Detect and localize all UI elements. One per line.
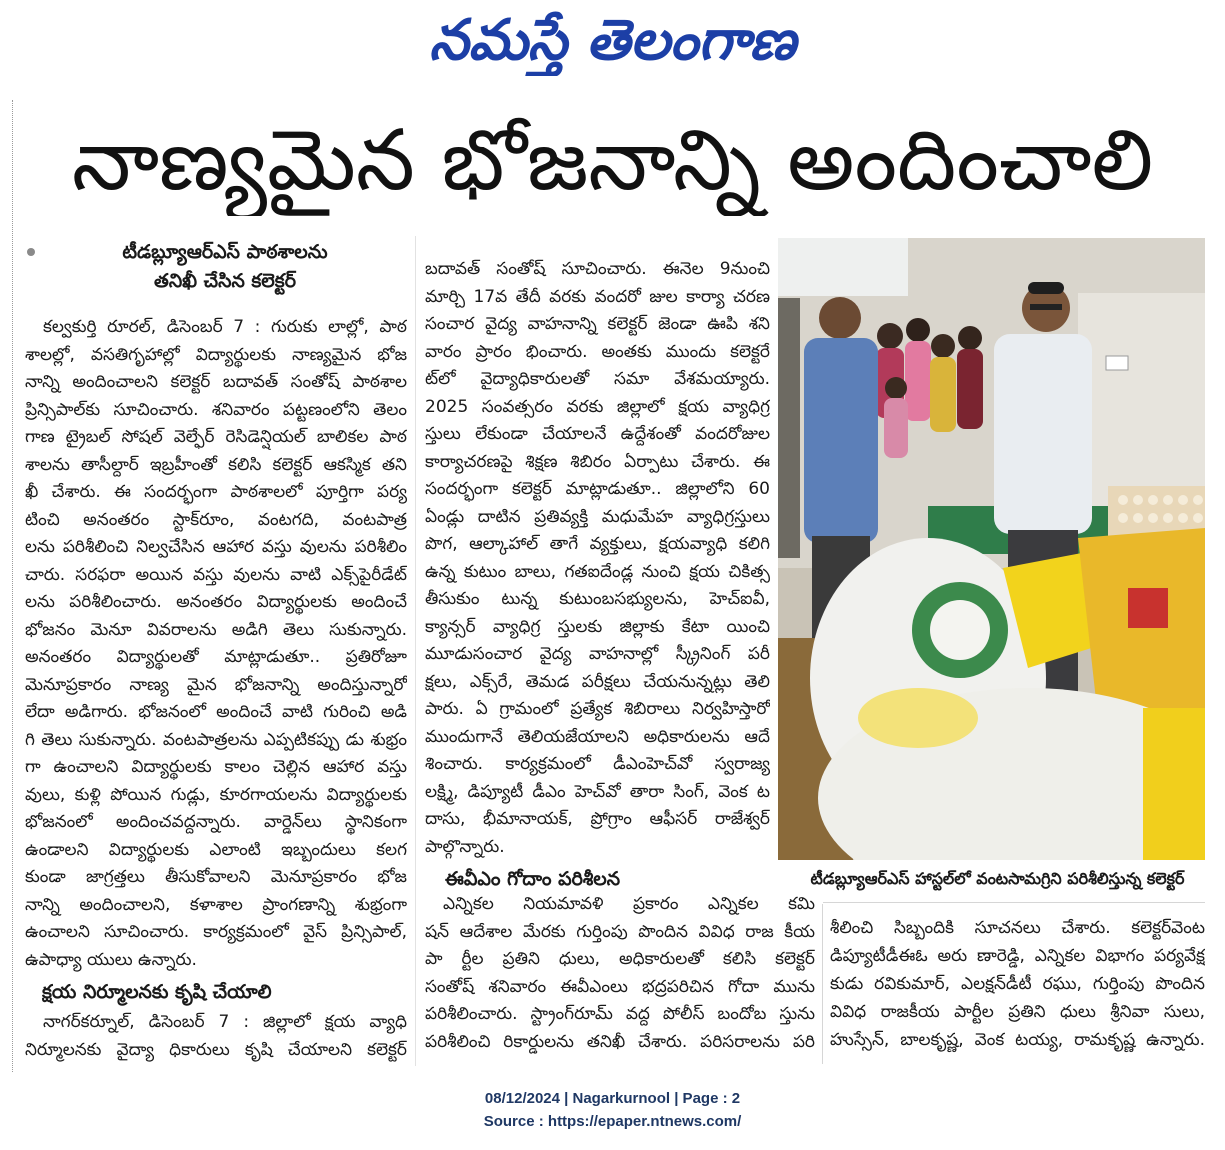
text-line: లేదా అడిగారు. భోజనంలో అందించే వాటి గురించి అడి xyxy=(25,702,407,722)
column-divider xyxy=(415,236,416,1066)
text-line: ముందుగానే తెలియజేయాలని అధికారులను ఆదే xyxy=(425,726,770,747)
column-3-body xyxy=(830,914,1205,1054)
text-line: మూడుసంచార వైద్య వాహనాల్లో స్క్రీనింగ్ పరీ xyxy=(425,644,770,664)
text-line: కార్యాచరణపై శిక్షణ శిబిరం ఏర్పాటు చేశారు. ఈ xyxy=(425,451,770,472)
left-border-rule xyxy=(12,100,13,1072)
text-line: కుడు రవికుమార్, ఎలక్షన్‌డీటీ రఘు, గుర్తింపు పొందిన xyxy=(830,974,1205,994)
text-line: వులు, కుళ్లి పోయిన గుడ్లు, కూరగాయలను విద్యార్థులకు xyxy=(25,784,407,805)
text-line: భోజనంలో అందించవద్దన్నారు. వార్డెన్‌లు స్థానికంగా xyxy=(25,812,407,832)
text-line: పరిశీలించి రికార్డులను తనిఖీ చేశారు. పరిసరాలను పరి xyxy=(425,1031,815,1052)
text-line: ఉండాలని విద్యార్థులకు ఎలాంటి ఇబ్బందులు కలగ xyxy=(25,839,407,860)
text-line: టించి అనంతరం స్టాక్‌రూం, వంటగది, వంటపాత్ర xyxy=(25,509,407,530)
text-line: లక్ష్మి, డిప్యూటీ డీఎం హెచ్‌వో తారా సింగ్, వెంక ట xyxy=(425,781,770,802)
text-line: ఉపాధ్యా యులు ఉన్నారు. xyxy=(25,949,197,970)
column-1-body xyxy=(25,314,407,974)
text-line: సంతోష్ శనివారం ఈవీఎంలు భద్రపరిచిన గోదా మును xyxy=(425,976,815,997)
text-line: ఏండ్లు దాటిన ప్రతివ్యక్తి మధుమేహ వ్యాధిగ్రస్తులు xyxy=(425,506,770,527)
text-line: ఖీ చేశారు. ఈ సందర్భంగా పాఠశాలలో పూర్తిగా పర్య xyxy=(25,482,407,502)
text-line: తీసుకుం టున్న కుటుంబసభ్యులను, హెచ్ఐవీ, xyxy=(425,589,770,609)
text-line: అనంతరం విద్యార్థులతో మాట్లాడుతూ.. ప్రతిరోజూ xyxy=(25,647,407,667)
text-line: పారు. ఏ గ్రామంలో ప్రత్యేక శిబిరాలు నిర్వహిస్తారో xyxy=(425,699,770,719)
news-photo xyxy=(778,238,1205,860)
column-2-body-2 xyxy=(425,891,815,1056)
photo-caption: టీడబ్ల్యూఆర్ఎస్ హాస్టల్‌లో వంటసామగ్రిని పరిశీలిస్తున్న కలెక్టర్ xyxy=(810,869,1185,888)
text-line: లను పరిశీలించి నిల్వచేసిన ఆహార వస్తు వులను పరిశీలిం xyxy=(25,537,407,557)
text-line: గాణ ట్రైబల్ సోషల్ వెల్ఫేర్ రెసిడెన్షియల్ బాలికల పాఠ xyxy=(25,427,407,447)
subheading-evm-godown: ఈవీఎం గోదాం పరిశీలన xyxy=(445,868,621,890)
text-line: ఎన్నికల నియమావళి ప్రకారం ఎన్నికల కమి xyxy=(443,894,815,914)
subheading-tb-eradication: క్షయ నిర్మూలనకు కృషి చేయాలి xyxy=(42,981,272,1003)
text-line: శాలను తాసీల్దార్ ఇబ్రహీంతో కలిసి కలెక్టర్ ఆకస్మిక తని xyxy=(25,454,407,475)
caption-divider xyxy=(823,902,1205,903)
text-line: పాల్గొన్నారు. xyxy=(425,836,505,857)
text-line: పొగ, ఆల్కాహాల్ తాగే వ్యక్తులు, క్షయవ్యాధి కలిగి xyxy=(425,534,770,554)
kicker-line: తనిఖీ చేసిన కలెక్టర్ xyxy=(154,270,296,292)
text-line: చారు. సరఫరా అయిన వస్తు వులను వాటి ఎక్స్‌పైరీడేట్ xyxy=(25,564,407,585)
text-line: పరిశీలించారు. స్ట్రాంగ్‌రూమ్ వద్ద పోలీస్ బందోబ స్తును xyxy=(425,1004,815,1024)
text-line: హుస్సేన్, బాలకృష్ణ, వెంక టయ్య, రామకృష్ణ ఉన్నారు. xyxy=(830,1030,1205,1050)
text-line: పా ర్టీల ప్రతిని ధులు, అధికారులతో కలిసి కలెక్టర్ xyxy=(425,949,815,969)
text-line: శీలించి సిబ్బందికి సూచనలు చేశారు. కలెక్టర్‌వెంట xyxy=(830,918,1205,938)
article-kicker xyxy=(40,238,410,296)
text-line: షన్ ఆదేశాల మేరకు గుర్తింపు పొందిన వివిధ రాజ కీయ xyxy=(425,921,815,942)
text-line: క్యాన్సర్ వ్యాధిగ్ర స్తులకు జిల్లాకు కేటా యించి xyxy=(425,616,770,637)
text-line: డిప్యూటీడీఈఓ అరు ణారెడ్డి, ఎన్నికల విభాగం పర్యవేక్ష xyxy=(830,946,1205,966)
text-line: గా ఉంచాలని విద్యార్థులకు కాలం చెల్లిన ఆహార వస్తు xyxy=(25,757,407,777)
text-line: ఉంచాలని సూచించారు. కార్యక్రమంలో వైస్ ప్రిన్సిపాల్, xyxy=(25,922,407,942)
masthead-logo: నమస్తే తెలంగాణ xyxy=(429,8,796,73)
text-line: శించారు. కార్యక్రమంలో డీఎంహెచ్‌వో స్వరాజ్య xyxy=(425,754,770,774)
text-line: వివిధ రాజకీయ పార్టీల ప్రతిని ధులు శ్రీనివా సులు, xyxy=(830,1002,1205,1022)
column-1-body-2 xyxy=(25,1009,407,1064)
text-line: సందర్భంగా కలెక్టర్ మాట్లాడుతూ.. జిల్లాలోని 60 xyxy=(425,479,770,499)
text-line: నాన్ని అందించాలని, కళాశాల ప్రాంగణాన్ని శుభ్రంగా xyxy=(25,894,407,915)
photo-illustration xyxy=(778,238,1205,860)
bullet-icon xyxy=(27,248,35,256)
text-line: మార్చి 17వ తేదీ వరకు వందరో జుల కార్యా చరణ xyxy=(425,286,770,307)
text-line: మెనూప్రకారం నాణ్య మైన భోజనాన్ని అందిస్తున్నారో xyxy=(25,674,407,695)
article-headline: నాణ్యమైన భోజనాన్ని అందించాలి xyxy=(71,111,1154,209)
text-line: సంచార వైద్య వాహనాన్ని కలెక్టర్ జెండా ఊపి శని xyxy=(425,314,770,334)
text-line: స్తులు లేకుండా చేయాలనే ఉద్దేశంతో వందరోజుల xyxy=(425,424,770,444)
text-line: వారం ప్రారం భించారు. అంతకు ముందు కలెక్టరే xyxy=(425,341,770,362)
kicker-line: టీడబ్ల్యూఆర్ఎస్ పాఠశాలను xyxy=(122,241,328,263)
text-line: శాలల్లో, వసతిగృహాల్లో విద్యార్థులకు నాణ్యమైన భోజ xyxy=(25,344,407,365)
text-line: ఉన్న కుటుం బాలు, గతఐదేండ్ల నుంచి క్షయ చికిత్స xyxy=(425,561,770,582)
column-divider xyxy=(822,904,823,1064)
footer-source: Source : https://epaper.ntnews.com/ xyxy=(483,1113,742,1130)
column-2-body xyxy=(425,256,770,861)
text-line: నాగర్‌కర్నూల్, డిసెంబర్ 7 : జిల్లాలో క్షయ వ్యాధి xyxy=(43,1012,407,1032)
text-line: క్షలు, ఎక్స్‌రే, తెమడ పరీక్షలు చేయనున్నట్లు తెలి xyxy=(425,671,770,692)
text-line: కల్వకుర్తి రూరల్, డిసెంబర్ 7 : గురుకు లాల్లో, పాఠ xyxy=(43,317,407,337)
text-line: భోజనం మెనూ వివరాలను అడిగి తెలు సుకున్నారు. xyxy=(25,619,407,640)
text-line: గి తెలు సుకున్నారు. వంటపాత్రలను ఎప్పటికప్పు డు శుభ్రం xyxy=(25,729,407,750)
text-line: ప్రిన్సిపాల్‌కు సూచించారు. శనివారం పట్టణంలోని తెలం xyxy=(25,399,407,420)
text-line: 2025 సంవత్సరం వరకు జిల్లాలో క్షయ వ్యాధిగ్ర xyxy=(425,396,770,417)
text-line: కుండా జాగ్రత్తలు తీసుకోవాలని మెనూప్రకారం భోజ xyxy=(25,867,407,887)
footer-date-edition: 08/12/2024 | Nagarkurnool | Page : 2 xyxy=(484,1090,741,1107)
text-line: దాసు, భీమానాయక్, ప్రోగ్రాం ఆఫీసర్ రాజేశ్వర్ xyxy=(425,809,770,829)
text-line: ట్‌లో వైద్యాధికారులతో సమా వేశమయ్యారు. xyxy=(425,369,770,389)
text-line: బదావత్ సంతోష్ సూచించారు. ఈనెల 9నుంచి xyxy=(425,259,770,279)
text-line: లను పరిశీలించారు. అనంతరం విద్యార్థులకు అందించే xyxy=(25,592,407,612)
text-line: నిర్మూలనకు వైద్యా ధికారులు కృషి చేయాలని కలెక్టర్ xyxy=(25,1039,407,1060)
text-line: నాన్ని అందించాలని కలెక్టర్ బదావత్ సంతోష్ పాఠశాల xyxy=(25,372,407,392)
